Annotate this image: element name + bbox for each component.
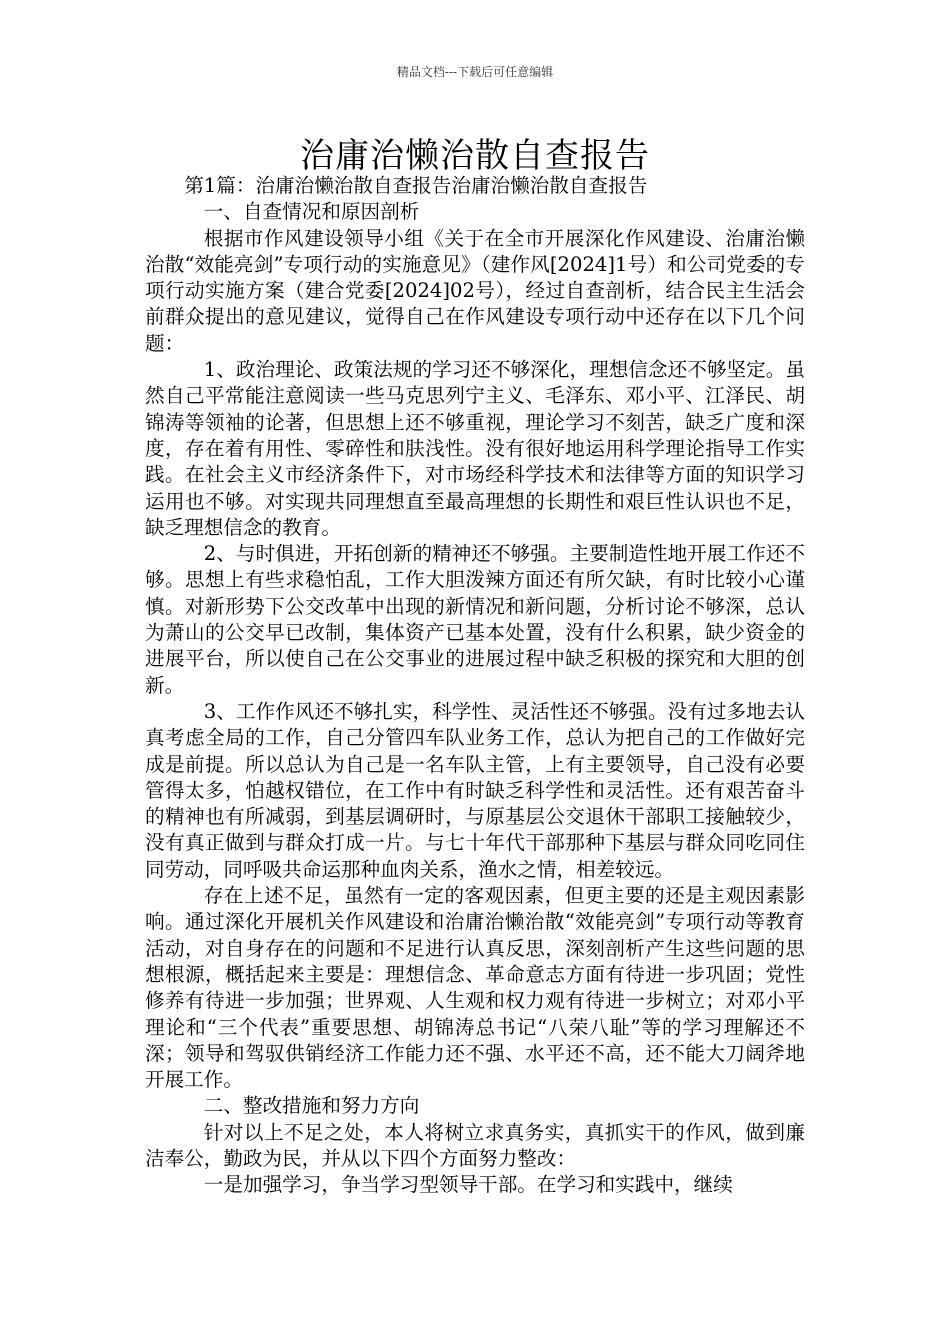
paragraph: 一是加强学习，争当学习型领导干部。在学习和实践中，继续 bbox=[203, 1173, 733, 1197]
section-heading-1: 一、自查情况和原因剖析 bbox=[203, 200, 420, 224]
paragraph: 1、政治理论、政策法规的学习还不够深化，理想信念还不够坚定。虽然自己平常能注意阅读一些马克思列宁主义、毛泽东、邓小平、江泽民、胡锦涛等领袖的论著，但思想上还不够重视，理论学习不刻苦，缺乏广度和深度，存在着有用性、零碎性和肤浅性。没有很好地运用科学理论指导工作实践。在社会主义市经济条件下，对市场经科学技术和法律等方面的知识学习运用也不够。对实现共同理想直至最高理想的长期性和艰巨性认识也不足，缺乏理想信念的教育。 bbox=[145, 358, 805, 539]
paragraph: 2、与时俱进，开拓创新的精神还不够强。主要制造性地开展工作还不够。思想上有些求稳怕乱，工作大胆泼辣方面还有所欠缺，有时比较小心谨慎。对新形势下公交改革中出现的新情况和新问题，分析讨论不够深，总认为萧山的公交早已改制，集体资产已基本处置，没有什么积累，缺少资金的进展平台，所以使自己在公交事业的进展过程中缺乏积极的探究和大胆的创新。 bbox=[145, 542, 805, 697]
paragraph: 3、工作作风还不够扎实，科学性、灵活性还不够强。没有过多地去认真考虑全局的工作，自己分管四车队业务工作，总认为把自己的工作做好完成是前提。所以总认为自己是一名车队主管，上有主要领导，自己没有必要管得太多，怕越权错位，在工作中有时缺乏科学性和灵活性。还有艰苦奋斗的精神也有所减弱，到基层调研时，与原基层公交退休干部职工接触较少，没有真正做到与群众打成一片。与七十年代干部那种下基层与群众同吃同住同劳动，同呼吸共命运那种血肉关系，渔水之情，相差较远。 bbox=[145, 699, 805, 881]
document-title: 治庸治懒治散自查报告 bbox=[300, 136, 650, 176]
section-heading-2: 二、整改措施和努力方向 bbox=[203, 1094, 420, 1118]
paragraph: 根据市作风建设领导小组《关于在全市开展深化作风建设、治庸治懒治散“效能亮剑”专项行动的实施意见》（建作风[2024]1号）和公司党委的专项行动实施方案（建合党委[2024]02号），经过自查剖析，结合民主生活会前群众提出的意见建议，觉得自己在作风建设专项行动中还存在以下几个问题： bbox=[145, 226, 805, 355]
document-body bbox=[145, 173, 805, 1199]
page-header: 精品文档---下载后可任意编辑 bbox=[396, 65, 554, 79]
section-heading-chapter: 第1篇：治庸治懒治散自查报告治庸治懒治散自查报告 bbox=[184, 174, 648, 197]
paragraph: 存在上述不足，虽然有一定的客观因素，但更主要的还是主观因素影响。通过深化开展机关作风建设和治庸治懒治散“效能亮剑”专项行动等教育活动，对自身存在的问题和不足进行认真反思，深刻剖析产生这些问题的思想根源，概括起来主要是：理想信念、革命意志方面有待进一步巩固；党性修养有待进一步加强；世界观、人生观和权力观有待进一步树立；对邓小平理论和“三个代表”重要思想、胡锦涛总书记“八荣八耻”等的学习理解还不深；领导和驾驭供销经济工作能力还不强、水平还不高，还不能大刀阔斧地开展工作。 bbox=[145, 884, 805, 1092]
paragraph: 针对以上不足之处，本人将树立求真务实，真抓实干的作风，做到廉洁奉公，勤政为民，并从以下四个方面努力整改： bbox=[145, 1120, 805, 1170]
